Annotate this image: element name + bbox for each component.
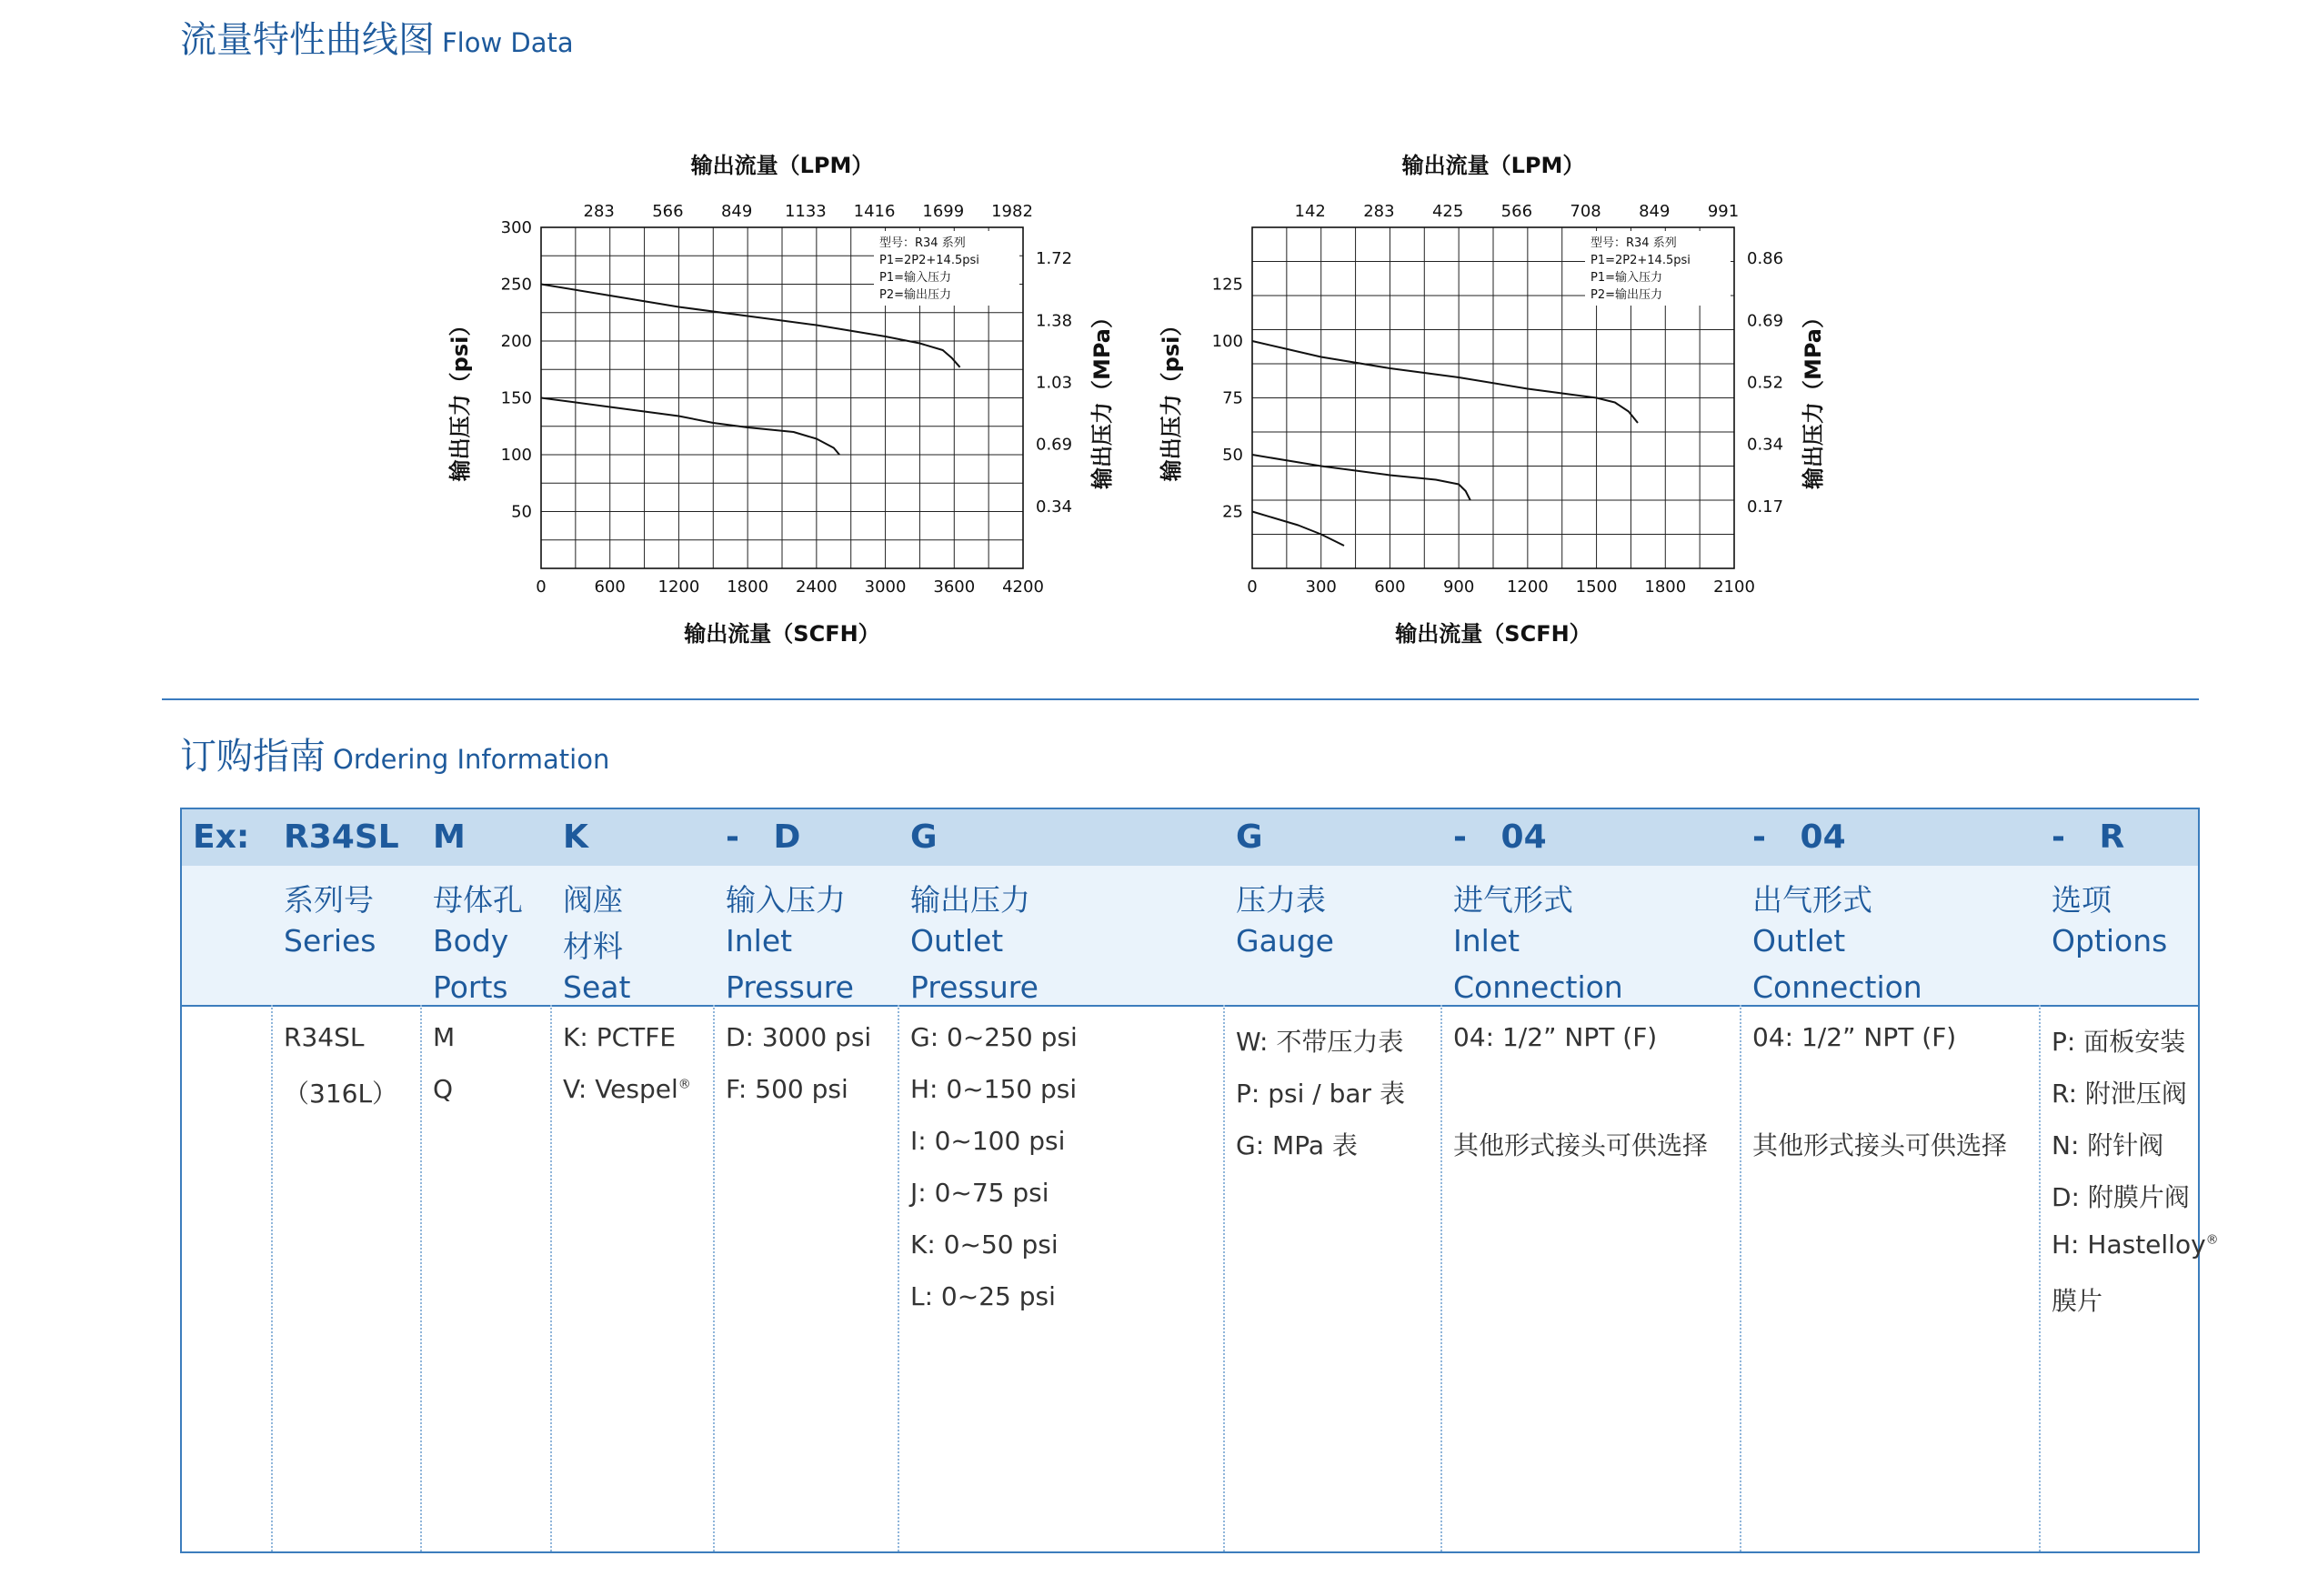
series-line [1252, 512, 1344, 547]
series-line [1252, 341, 1638, 423]
x-tick-label: 0 [1247, 577, 1258, 597]
y-tick-label: 50 [1222, 446, 1243, 465]
right-tick-label: 1.03 [1036, 373, 1073, 393]
x-tick-label: 1800 [727, 577, 769, 597]
top-tick-label: 142 [1294, 202, 1326, 221]
y-tick-label: 200 [500, 332, 532, 351]
column-label: Connection [1752, 969, 1922, 1005]
right-tick-label: 0.34 [1747, 435, 1784, 455]
option-item: （316L） [284, 1079, 398, 1109]
x-tick-label: 600 [594, 577, 626, 597]
top-tick-label: 991 [1707, 202, 1740, 221]
registered-mark: ® [677, 1077, 691, 1092]
top-tick-label: 708 [1570, 202, 1601, 221]
order-title-zh: 订购指南 [180, 736, 326, 778]
order-code: - 04 [1453, 818, 1547, 856]
option-item: 其他形式接头可供选择 [1752, 1130, 2008, 1160]
column-label: Pressure [726, 969, 854, 1005]
x-tick-label: 600 [1374, 577, 1406, 597]
order-code: - D [726, 818, 801, 856]
option-item: G: MPa 表 [1236, 1130, 1358, 1160]
top-tick-label: 283 [1363, 202, 1395, 221]
option-item: G: 0~250 psi [910, 1022, 1078, 1052]
x-tick-label: 2400 [795, 577, 838, 597]
order-code: K [563, 818, 588, 856]
option-item: P: 面板安装 [2052, 1027, 2186, 1057]
column-label: Body [433, 923, 509, 959]
column-label: 输出压力 [910, 882, 1030, 918]
flow-title-en: Flow Data [442, 27, 574, 58]
column-label: 进气形式 [1453, 882, 1573, 918]
column-label: Pressure [910, 969, 1039, 1005]
column-label: 材料 [563, 928, 623, 964]
column-label: 阀座 [563, 882, 623, 918]
column-separator [2039, 1005, 2041, 1551]
column-label: Outlet [1752, 923, 1846, 959]
option-item: D: 3000 psi [726, 1022, 872, 1052]
x-tick-label: 1500 [1575, 577, 1618, 597]
column-label: Ports [433, 969, 508, 1005]
option-item: H: 0~150 psi [910, 1074, 1078, 1104]
right-tick-label: 0.86 [1747, 249, 1784, 269]
flow-chart-1 [437, 136, 1128, 646]
top-tick-label: 566 [652, 202, 684, 221]
right-tick-label: 0.17 [1747, 497, 1784, 517]
series-line [1252, 455, 1470, 500]
column-separator [420, 1005, 422, 1551]
top-axis-title: 输出流量（LPM） [690, 153, 874, 178]
top-tick-label: 1699 [922, 202, 965, 221]
top-tick-label: 425 [1431, 202, 1464, 221]
column-separator [1223, 1005, 1225, 1551]
column-label: Connection [1453, 969, 1623, 1005]
column-label: 压力表 [1236, 882, 1326, 918]
top-tick-label: 566 [1500, 202, 1533, 221]
right-tick-label: 0.52 [1747, 373, 1784, 393]
order-title-en: Ordering Information [333, 744, 610, 775]
x-tick-label: 900 [1442, 577, 1475, 597]
column-separator [271, 1005, 273, 1551]
registered-mark: ® [2205, 1232, 2219, 1248]
top-tick-label: 849 [720, 202, 753, 221]
table-header-divider [182, 1005, 2198, 1007]
top-tick-label: 1133 [784, 202, 827, 221]
legend-entry: P1=2P2+14.5psi [879, 254, 979, 267]
option-item: V: Vespel® [563, 1074, 691, 1104]
option-item: M [433, 1022, 456, 1052]
column-label: Seat [563, 969, 631, 1005]
option-item: N: 附针阀 [2052, 1130, 2164, 1160]
y-right-axis-title: 输出压力（MPa） [1801, 306, 1826, 490]
legend-entry: 型号：R34 系列 [879, 236, 966, 250]
x-tick-label: 3600 [933, 577, 976, 597]
ordering-table [180, 808, 2219, 1553]
legend-entry: P2=输出压力 [879, 288, 952, 302]
top-axis-title: 输出流量（LPM） [1401, 153, 1585, 178]
x-tick-label: 2100 [1713, 577, 1755, 597]
option-item: 04: 1/2” NPT (F) [1752, 1022, 1957, 1052]
y-tick-label: 150 [500, 388, 532, 408]
x-tick-label: 4200 [1002, 577, 1044, 597]
y-tick-label: 300 [500, 218, 532, 237]
column-label: 系列号 [284, 882, 374, 918]
right-tick-label: 0.34 [1036, 497, 1073, 517]
column-label: Inlet [726, 923, 793, 959]
top-tick-label: 1416 [853, 202, 896, 221]
y-tick-label: 125 [1211, 275, 1243, 295]
option-item: H: Hastelloy® [2052, 1230, 2219, 1260]
column-separator [713, 1005, 715, 1551]
option-item: W: 不带压力表 [1236, 1027, 1404, 1057]
column-label: Inlet [1453, 923, 1520, 959]
y-tick-label: 75 [1222, 388, 1243, 408]
option-item: I: 0~100 psi [910, 1126, 1066, 1156]
column-label: 出气形式 [1752, 882, 1872, 918]
column-label: Gauge [1236, 923, 1334, 959]
column-separator [1440, 1005, 1442, 1551]
right-tick-label: 0.69 [1036, 435, 1073, 455]
option-item: 其他形式接头可供选择 [1453, 1130, 1709, 1160]
option-item: D: 附膜片阀 [2052, 1182, 2190, 1212]
section-divider [162, 698, 2199, 700]
column-label: Outlet [910, 923, 1004, 959]
column-label: 输入压力 [726, 882, 846, 918]
x-axis-title: 输出流量（SCFH） [684, 621, 880, 646]
y-tick-label: 50 [511, 502, 532, 522]
flow-data-title [180, 11, 574, 63]
right-tick-label: 1.72 [1036, 249, 1073, 269]
order-code: G [910, 818, 938, 856]
y-tick-label: 100 [500, 446, 532, 465]
column-separator [898, 1005, 899, 1551]
column-label: 选项 [2052, 882, 2112, 918]
y-tick-label: 25 [1222, 502, 1243, 522]
right-tick-label: 1.38 [1036, 311, 1073, 331]
option-item: F: 500 psi [726, 1074, 848, 1104]
option-item: L: 0~25 psi [910, 1281, 1056, 1311]
option-item: K: PCTFE [563, 1022, 677, 1052]
x-tick-label: 1200 [657, 577, 700, 597]
option-item: 膜片 [2052, 1286, 2103, 1316]
order-code: G [1236, 818, 1263, 856]
column-label: Series [284, 923, 376, 959]
option-item: P: psi / bar 表 [1236, 1079, 1405, 1109]
column-label: Options [2052, 923, 2168, 959]
order-code: - 04 [1752, 818, 1846, 856]
y-right-axis-title: 输出压力（MPa） [1089, 306, 1115, 490]
right-tick-label: 0.69 [1747, 311, 1784, 331]
option-item: J: 0~75 psi [910, 1178, 1049, 1208]
column-separator [550, 1005, 552, 1551]
y-tick-label: 100 [1211, 332, 1243, 351]
x-tick-label: 3000 [864, 577, 907, 597]
y-axis-title: 输出压力（psi） [1159, 314, 1184, 482]
flow-title-zh: 流量特性曲线图 [180, 19, 435, 61]
option-item: K: 0~50 psi [910, 1230, 1059, 1260]
ordering-info-title [180, 728, 609, 779]
y-axis-title: 输出压力（psi） [447, 314, 473, 482]
column-label: 母体孔 [433, 882, 523, 918]
x-axis-title: 输出流量（SCFH） [1395, 621, 1591, 646]
column-separator [1740, 1005, 1741, 1551]
x-tick-label: 1200 [1506, 577, 1549, 597]
top-tick-label: 849 [1639, 202, 1671, 221]
order-code: - R [2052, 818, 2125, 856]
x-tick-label: 300 [1305, 577, 1337, 597]
option-item: 04: 1/2” NPT (F) [1453, 1022, 1658, 1052]
x-tick-label: 0 [536, 577, 547, 597]
option-item: R: 附泄压阀 [2052, 1079, 2187, 1109]
legend-entry: P2=输出压力 [1590, 288, 1663, 302]
order-code: R34SL [284, 818, 399, 856]
flow-chart-2 [1148, 136, 1839, 646]
order-code: Ex: [193, 818, 250, 856]
legend-entry: 型号：R34 系列 [1590, 236, 1677, 250]
legend-entry: P1=输入压力 [1590, 271, 1663, 285]
y-tick-label: 250 [500, 275, 532, 295]
top-tick-label: 283 [583, 202, 615, 221]
legend-entry: P1=2P2+14.5psi [1590, 254, 1691, 267]
top-tick-label: 1982 [991, 202, 1033, 221]
option-item: Q [433, 1074, 454, 1104]
x-tick-label: 1800 [1644, 577, 1687, 597]
table-code-band [182, 809, 2198, 866]
legend-entry: P1=输入压力 [879, 271, 952, 285]
option-item: R34SL [284, 1022, 365, 1052]
order-code: M [433, 818, 466, 856]
